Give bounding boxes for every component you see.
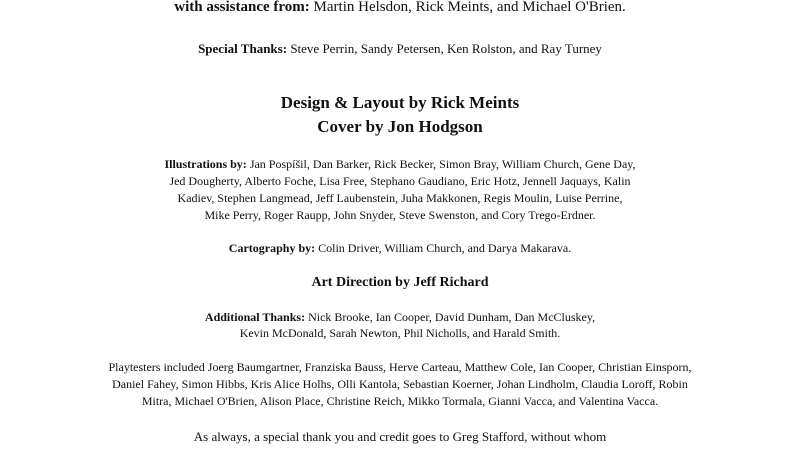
playtesters-line-2: Daniel Fahey, Simon Hibbs, Kris Alice Holhs, Olli Kantola, Sebastian Koerner, Johan Lindholm, Claudia Loroff, Robin <box>112 377 688 391</box>
special-thanks-text: Steve Perrin, Sandy Petersen, Ken Rolston, and Ray Turney <box>290 41 602 56</box>
illustrations-label: Illustrations by: <box>164 157 247 171</box>
special-thanks-line <box>0 41 800 57</box>
assistance-text: Martin Helsdon, Rick Meints, and Michael O'Brien. <box>313 0 626 15</box>
cartography-line <box>0 241 800 256</box>
illustrations-line-2: Jed Dougherty, Alberto Foche, Lisa Free, Stephano Gaudiano, Eric Hotz, Jennell Jaquays, Kalin <box>169 174 631 188</box>
assistance-line <box>0 0 800 16</box>
cartography-label: Cartography by: <box>228 241 316 255</box>
additional-thanks-line-2: Kevin McDonald, Sarah Newton, Phil Nicholls, and Harald Smith. <box>239 326 561 340</box>
additional-thanks-label: Additional Thanks: <box>204 310 306 324</box>
illustrations-line-4: Mike Perry, Roger Raupp, John Snyder, Steve Swenston, and Cory Trego-Erdner. <box>204 208 596 222</box>
assistance-label: with assistance from: <box>174 0 310 15</box>
playtesters-line-1: Playtesters included Joerg Baumgartner, Franziska Bauss, Herve Carteau, Matthew Cole, Ian Cooper, Christian Einsporn, <box>108 360 692 374</box>
additional-thanks-line-1 <box>0 310 800 325</box>
closing-line: As always, a special thank you and credit goes to Greg Stafford, without whom <box>193 429 607 444</box>
illustrations-line-1 <box>0 157 800 172</box>
illustrations-line-3: Kadiev, Stephen Langmead, Jeff Laubenstein, Juha Makkonen, Regis Moulin, Luise Perrine, <box>177 191 623 205</box>
special-thanks-label: Special Thanks: <box>198 41 288 56</box>
cover-credit: Cover by Jon Hodgson <box>317 117 483 136</box>
art-direction-credit: Art Direction by Jeff Richard <box>311 275 489 290</box>
design-credit: Design & Layout by Rick Meints <box>280 93 520 112</box>
playtesters-line-3: Mitra, Michael O'Brien, Alison Place, Christine Reich, Mikko Tormala, Gianni Vacca, and Valentina Vacca. <box>141 394 659 408</box>
cartography-text: Colin Driver, William Church, and Darya Makarava. <box>318 241 572 255</box>
additional-thanks-text: Nick Brooke, Ian Cooper, David Dunham, Dan McCluskey, <box>308 310 596 324</box>
illustrations-text: Jan Pospíšil, Dan Barker, Rick Becker, Simon Bray, William Church, Gene Day, <box>249 157 636 171</box>
